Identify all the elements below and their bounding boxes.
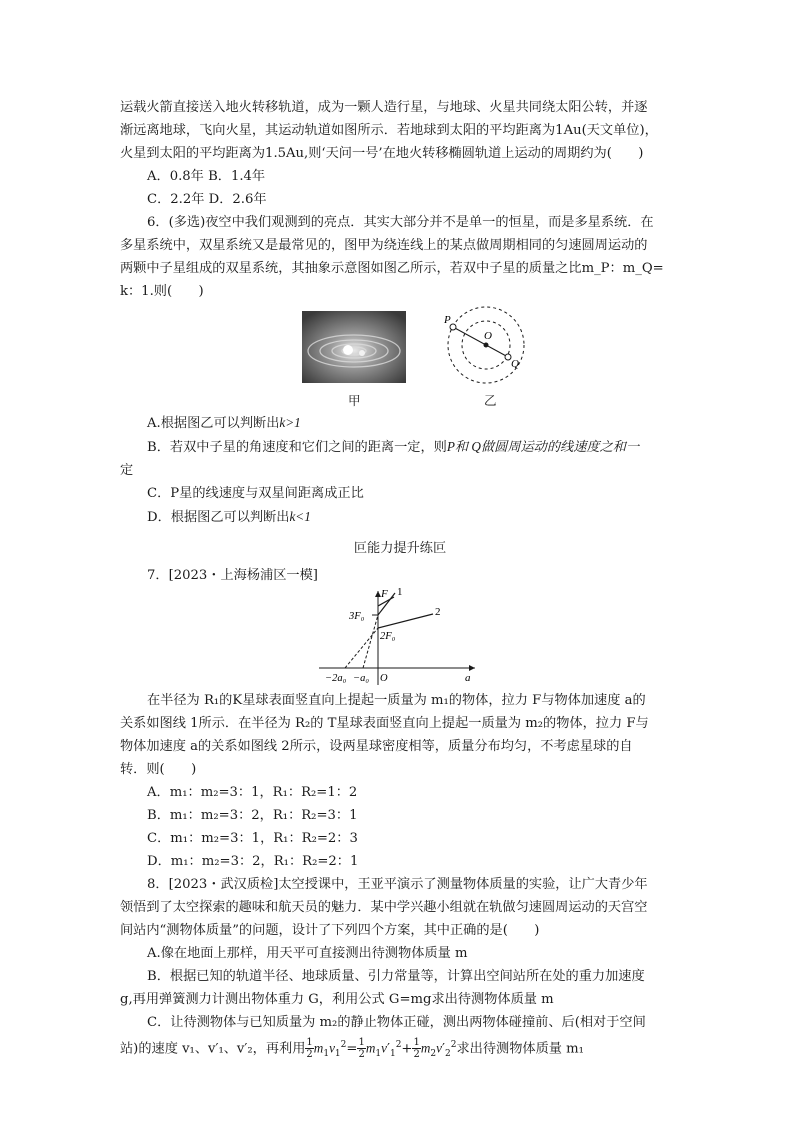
q6-option-a: A.根据图乙可以判断出k>1 xyxy=(147,415,301,431)
q7-option-b: B．m₁：m₂=3：2，R₁：R₂=3：1 xyxy=(147,808,358,823)
frac-half-3: $\frac{1}{2}$ xyxy=(413,1037,420,1061)
label-neg-a0: −a₀ xyxy=(353,673,369,684)
q8-option-a: A.像在地面上那样，用天平可直接测出待测物体质量 m xyxy=(147,946,468,961)
graph-line-2 xyxy=(378,614,433,628)
q6-option-c: C．P星的线速度与双星间距离成正比 xyxy=(147,486,364,501)
figure-yi-diagram xyxy=(440,305,550,385)
label-O: O xyxy=(484,330,492,342)
label-line-1: 1 xyxy=(397,586,403,598)
q5-line-2: 渐远离地球，飞向火星，其运动轨道如图所示．若地球到太阳的平均距离为1Au(天文单位)， xyxy=(120,123,658,138)
q5-line-3: 火星到太阳的平均距离为1.5Au,则‘天问一号’在地火转移椭圆轨道上运动的周期约为( ) xyxy=(120,146,644,161)
q6-option-b-cont: 定 xyxy=(120,463,134,478)
label-a: a xyxy=(465,672,471,684)
q6-mass-ratio: m_P：m_Q= xyxy=(581,261,664,276)
label-2F0: 2F₀ xyxy=(380,631,396,642)
figure-jia-photo xyxy=(302,311,406,383)
q8-line-3: 间站内“测物体质量”的问题，设计了下列四个方案，其中正确的是( ) xyxy=(120,923,540,938)
q8-option-c-line-1: C．让待测物体与已知质量为 m₂的静止物体正碰，测出两物体碰撞前、后(相对于空间 xyxy=(147,1015,646,1030)
label-neg-2a0: −2a₀ xyxy=(325,673,347,684)
q5-line-1: 运载火箭直接送入地火转移轨道，成为一颗人造行星，与地球、火星共同绕太阳公转，并逐 xyxy=(120,100,648,115)
q7-header: 7．[2023・上海杨浦区一模] xyxy=(147,568,318,583)
q6-line-3: 两颗中子星组成的双星系统，其抽象示意图如图乙所示，若双中子星的质量之比m_P：m_Q= xyxy=(120,261,664,276)
q6-line-1: 6．(多选)夜空中我们观测到的亮点．其实大部分并不是单一的恒星，而是多星系统．在 xyxy=(147,215,654,230)
q8-option-b-line-2: g,再用弹簧测力计测出物体重力 G，利用公式 G=mg求出待测物体质量 m xyxy=(120,992,554,1007)
q7-line-2: 关系如图线 1所示．在半径为 R₂的 T星球表面竖直向上提起一质量为 m₂的物体，拉力 F与 xyxy=(120,716,649,731)
figure-7 xyxy=(120,587,680,689)
frac-half-2: $\frac{1}{2}$ xyxy=(358,1037,365,1061)
q7-option-a: A．m₁：m₂=3：1，R₁：R₂=1：2 xyxy=(147,785,358,800)
figure-6 xyxy=(120,311,680,411)
q7-line-1: 在半径为 R₁的K星球表面竖直向上提起一质量为 m₁的物体，拉力 F与物体加速度 a的 xyxy=(147,693,646,708)
q6-option-b: B．若双中子星的角速度和它们之间的距离一定，则P和 Q做圆周运动的线速度之和一 xyxy=(147,439,640,455)
q7-option-d: D．m₁：m₂=3：2，R₁：R₂=2：1 xyxy=(147,854,359,869)
q8-option-b-line-1: B．根据已知的轨道半径、地球质量、引力常量等，计算出空间站所在处的重力加速度 xyxy=(147,969,645,984)
f-a-graph xyxy=(315,585,485,689)
q5-option-ab: A．0.8年 B．1.4年 xyxy=(147,169,266,184)
q6-line-2: 多星系统中，双星系统又是最常见的，图甲为绕连线上的某点做周期相同的匀速圆周运动的 xyxy=(120,238,648,253)
frac-half-1: $\frac{1}{2}$ xyxy=(306,1037,313,1061)
q8-line-2: 领悟到了太空探索的趣味和航天员的魅力．某中学兴趣小组就在轨做匀速圆周运动的天宫空 xyxy=(120,900,648,915)
label-Q: Q xyxy=(511,358,519,370)
q6-line-4: k：1.则( ) xyxy=(120,284,204,299)
q7-line-3: 物体加速度 a的关系如图线 2所示，设两星球密度相等，质量分布均匀，不考虑星球的自 xyxy=(120,739,633,754)
label-F: F xyxy=(381,588,388,600)
label-origin: O xyxy=(380,673,388,684)
section-title: 叵能力提升练叵 xyxy=(353,541,447,556)
caption-jia: 甲 xyxy=(348,393,361,408)
caption-yi: 乙 xyxy=(484,393,497,408)
q8-option-c-line-2: 站)的速度 v₁、v′₁、v′₂，再利用 $\frac{1}{2}$ $m_1v_1^2=$ $\frac{1}{2}$ $m_1v'_1^2+$ $\frac{1}{2}$ $m_2v'_2^2$求出待测物体质量 m₁ xyxy=(120,1037,584,1061)
label-P: P xyxy=(444,314,451,326)
q6-option-d: D．根据图乙可以判断出k<1 xyxy=(147,509,311,525)
page-content xyxy=(120,96,680,1066)
q8-line-1: 8．[2023・武汉质检]太空授课中，王亚平演示了测量物体质量的实验，让广大青少年 xyxy=(147,877,648,892)
q7-option-c: C．m₁：m₂=3：1，R₁：R₂=2：3 xyxy=(147,831,358,846)
label-line-2: 2 xyxy=(435,606,441,618)
q5-option-cd: C．2.2年 D．2.6年 xyxy=(147,192,267,207)
label-3F0: 3F₀ xyxy=(349,611,365,622)
q7-line-4: 转．则( ) xyxy=(120,762,197,777)
